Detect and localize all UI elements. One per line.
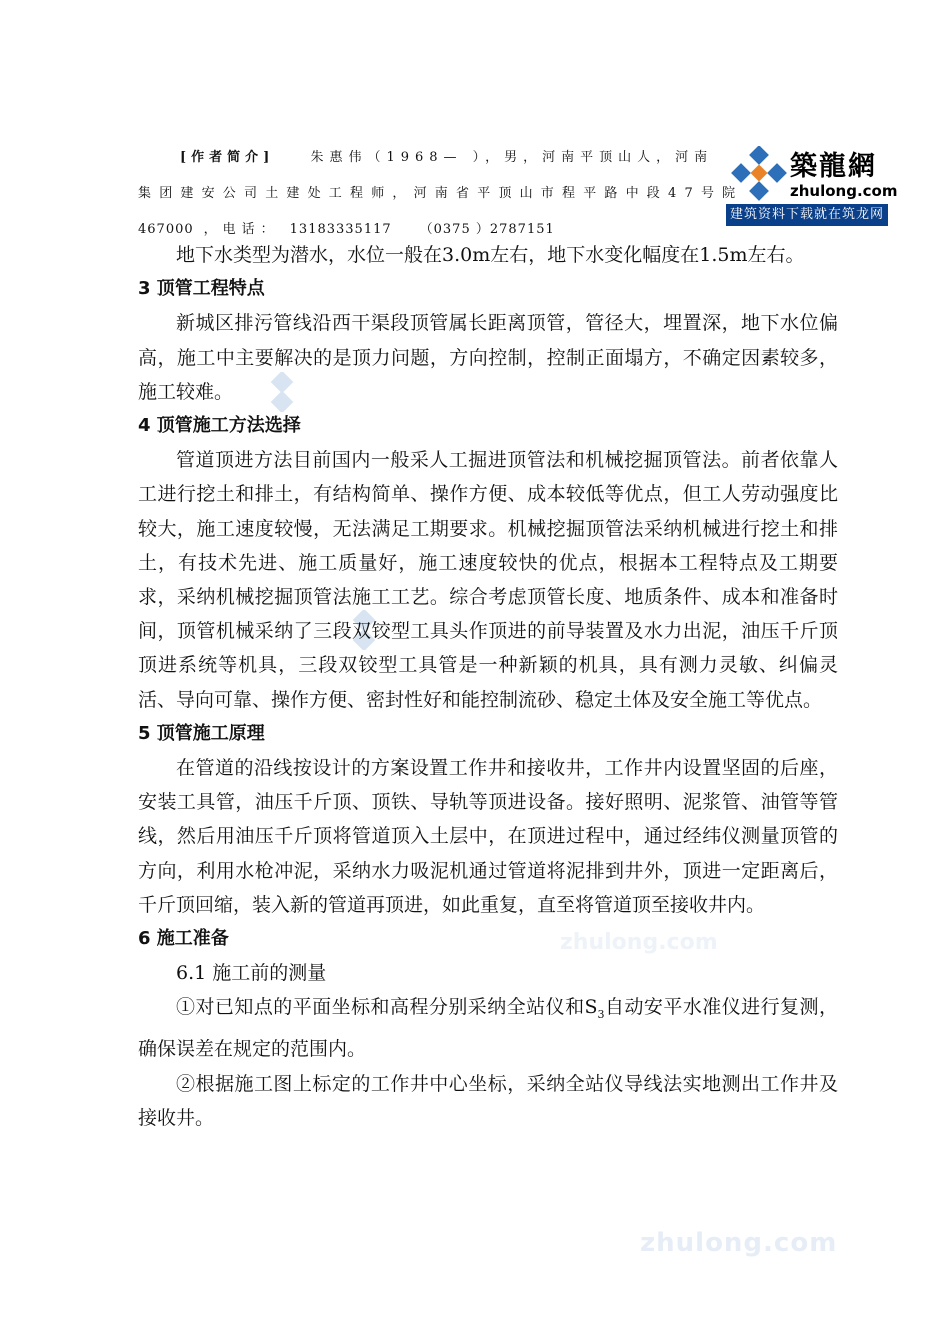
author-phone1: 13183335117 (289, 222, 392, 237)
section-6-paragraph-2: ②根据施工图上标定的工作井中心坐标，采纳全站仪导线法实地测出工作井及接收井。 (138, 1072, 838, 1129)
logo-domain: zhulong.com (790, 182, 898, 200)
zhulong-logo[interactable] (726, 140, 898, 226)
section-heading-3: 3 顶管工程特点 (138, 278, 265, 300)
section-heading-6: 6 施工准备 (138, 928, 229, 950)
subsection-heading-6-1: 6.1 施工前的测量 (176, 962, 327, 985)
section-4-paragraph: 管道顶进方法目前国内一般采人工掘进顶管法和机械挖掘顶管法。前者依靠人工进行挖土和排土，有结构简单、操作方便、成本较低等优点，但工人劳动强度比较大，施工速度较慢，无法满足工期要求。机械挖掘顶管法采纳机械进行挖土和排土，有技术先进、施工质量好，施工速度较快的优点，根据本工程特点及工期要求，采纳机械挖掘顶管法施工工艺。综合考虑顶管长度、地质条件、成本和准备时间，顶管机械采纳了三段双铰型工具头作顶进的前导装置及水力出泥，油压千斤顶顶进系统等机具，三段双铰型工具管是一种新颖的机具，具有测力灵敏、纠偏灵活、导向可靠、操作方便、密封性好和能控制流砂、稳定土体及安全施工等优点。 (138, 449, 838, 711)
logo-slogan: 建筑资料下载就在筑龙网 (726, 204, 888, 226)
author-phone-label: ，电话： (203, 222, 280, 237)
zhulong-logo-icon (730, 146, 788, 204)
author-tag: [作者简介] (180, 150, 275, 165)
document-body (138, 238, 838, 1135)
section-heading-4: 4 顶管施工方法选择 (138, 415, 301, 437)
logo-chinese-name: 築龍網 (790, 151, 877, 182)
author-phone2: （0375 ）2787151 (419, 222, 555, 237)
section-6-paragraph-1: ①对已知点的平面坐标和高程分别采纳全站仪和$S_3$自动安平水准仪进行复测，确保误差在规定的范围内。 (138, 996, 838, 1061)
watermark-text: zhulong.com (560, 930, 718, 955)
intro-paragraph: 地下水类型为潜水，水位一般在3.0m左右，地下水变化幅度在1.5m左右。 (176, 244, 805, 266)
author-line2: 集团建安公司土建处工程师，河南省平顶山市程平路中段47号院 (138, 186, 744, 201)
section-3-paragraph: 新城区排污管线沿西干渠段顶管属长距离顶管，管径大，埋置深，地下水位偏高，施工中主要解决的是顶力问题，方向控制，控制正面塌方，不确定因素较多，施工较难。 (138, 312, 838, 403)
author-postcode: 467000 (138, 222, 194, 237)
section-heading-5: 5 顶管施工原理 (138, 722, 265, 744)
author-line1: 朱惠伟（1968— ），男，河南平顶山人，河南 (310, 150, 714, 165)
watermark-text: zhulong.com (640, 1228, 838, 1258)
section-5-paragraph: 在管道的沿线按设计的方案设置工作井和接收井，工作井内设置坚固的后座，安装工具管，油压千斤顶、顶铁、导轨等顶进设备。接好照明、泥浆管、油管等管线，然后用油压千斤顶将管道顶入土层中，在顶进过程中，通过经纬仪测量顶管的方向，利用水枪冲泥，采纳水力吸泥机通过管道将泥排到井外，顶进一定距离后，千斤顶回缩，装入新的管道再顶进，如此重复，直至将管道顶至接收井内。 (138, 757, 838, 916)
author-intro (138, 140, 744, 248)
